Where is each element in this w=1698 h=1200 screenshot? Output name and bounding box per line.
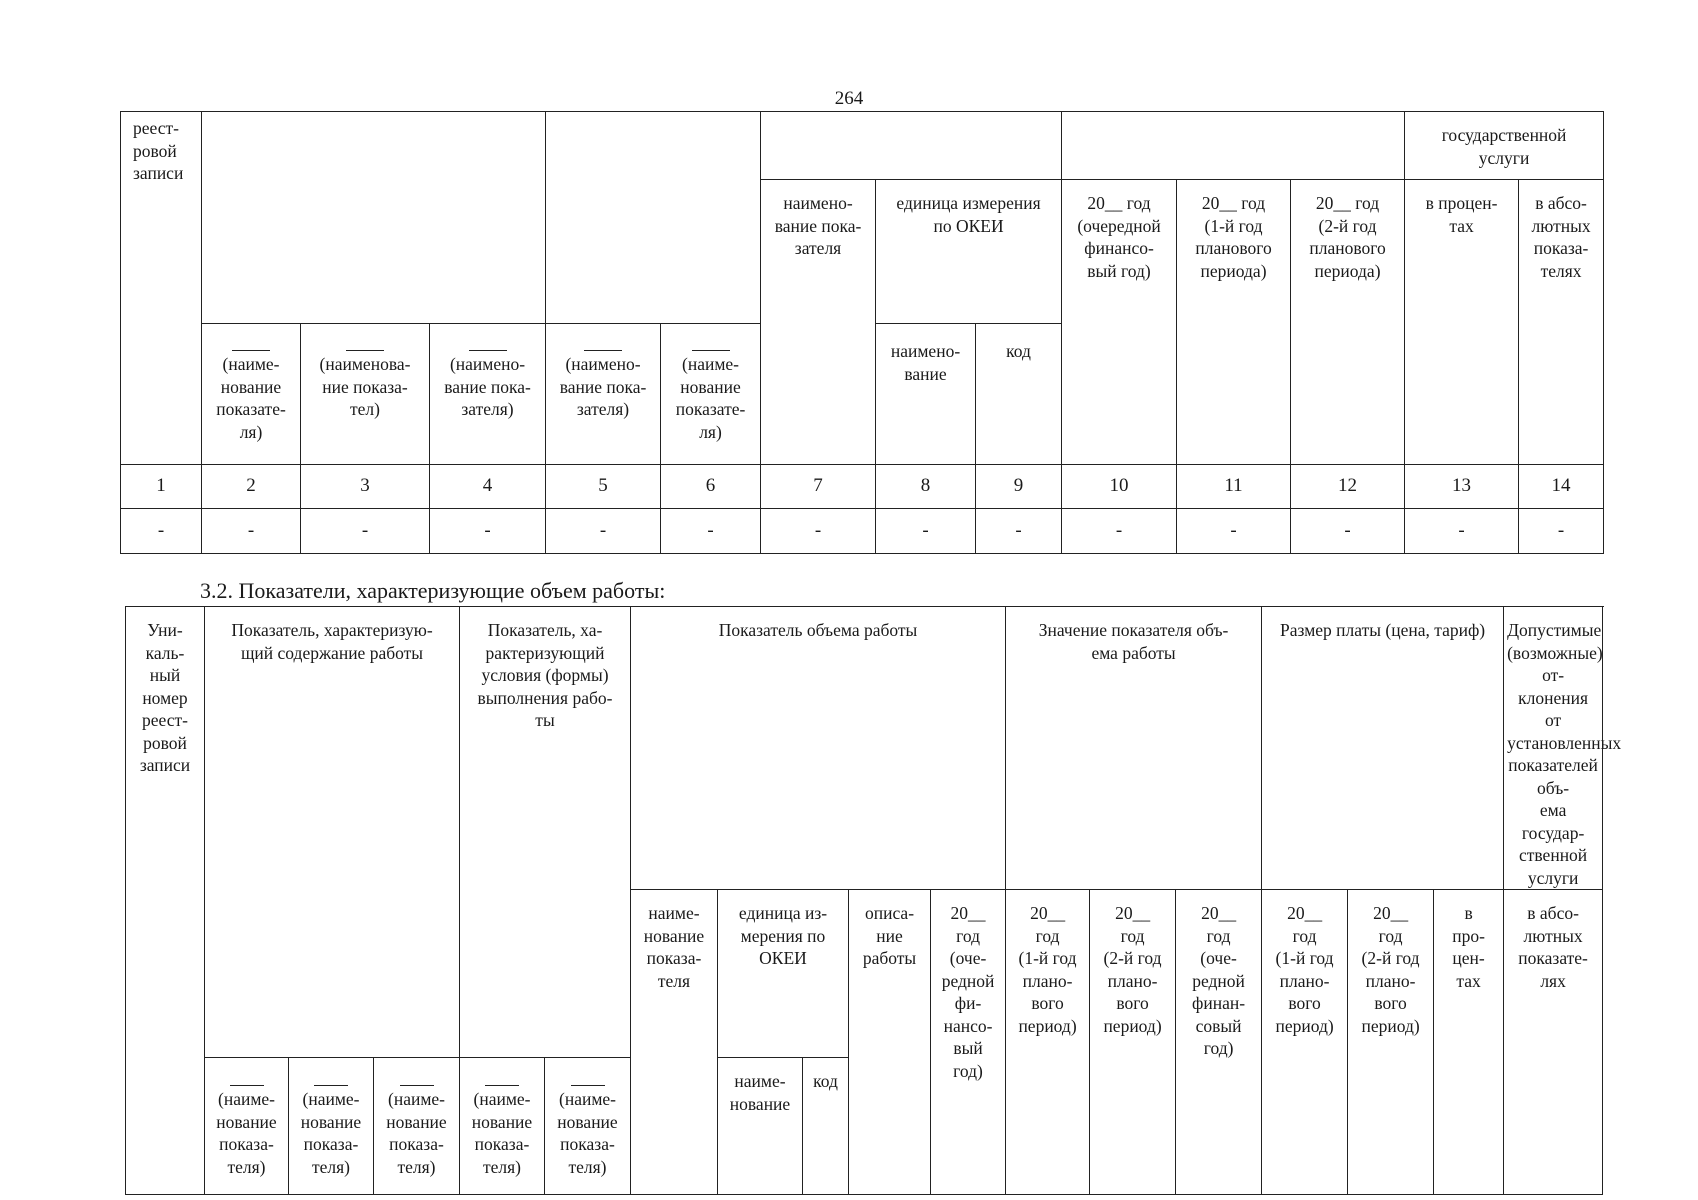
sub-indicator-cell: (наиме- нование показате- ля): [661, 324, 761, 465]
sub-indicator-cell: (наиме- нование показа- теля): [289, 1058, 374, 1195]
quality-header-cell: [761, 112, 1062, 180]
absolute-header: в абсо- лютных показа- телях: [1519, 180, 1604, 465]
sub-indicator-cell: (наиме- нование показа- теля): [460, 1058, 545, 1195]
empty-value-cell: -: [976, 509, 1062, 554]
empty-value-cell: -: [202, 509, 301, 554]
column-number: 13: [1405, 465, 1519, 509]
sub-indicator-cell: (наиме- нование показате- ля): [202, 324, 301, 465]
value-year-plan2-header: 20__ год (2-й год плано- вого период): [1090, 890, 1176, 1195]
empty-value-cell: -: [1405, 509, 1519, 554]
year-current-header: 20__ год (очередной финансо- вый год): [1062, 180, 1177, 465]
page-number: 264: [834, 88, 864, 109]
column-number: 11: [1177, 465, 1291, 509]
registry-header: реест- ровой записи: [121, 112, 202, 465]
empty-value-cell: -: [1519, 509, 1604, 554]
sub-indicator-cell: (наимено- вание пока- зателя): [546, 324, 661, 465]
indicator-name-header: наиме- нование показа- теля: [631, 890, 718, 1195]
indicator-name-header: наимено- вание пока- зателя: [761, 180, 876, 465]
sub-indicator-cell: (наиме- нование показа- теля): [205, 1058, 289, 1195]
column-number: 4: [430, 465, 546, 509]
column-number: 12: [1291, 465, 1405, 509]
percent-header: в процен- тах: [1405, 180, 1519, 465]
column-number: 10: [1062, 465, 1177, 509]
percent-header: в про- цен- тах: [1434, 890, 1504, 1195]
year-plan1-header: 20__ год (1-й год планового периода): [1177, 180, 1291, 465]
column-number: 2: [202, 465, 301, 509]
unit-name-header: наиме- нование: [718, 1058, 803, 1195]
sub-indicator-cell: (наименова- ние показа- тел): [301, 324, 430, 465]
work-description-header: описа- ние работы: [849, 890, 931, 1195]
fee-year-plan2-header: 20__ год (2-й год плано- вого период): [1348, 890, 1434, 1195]
empty-value-cell: -: [1062, 509, 1177, 554]
empty-value-cell: -: [761, 509, 876, 554]
fee-year-current-header: 20__ год (оче- редной финан- совый год): [1176, 890, 1262, 1195]
column-number: 3: [301, 465, 430, 509]
absolute-header: в абсо- лютных показате- лях: [1504, 890, 1603, 1195]
column-number: 9: [976, 465, 1062, 509]
value-year-plan1-header: 20__ год (1-й год плано- вого период): [1006, 890, 1090, 1195]
column-number: 7: [761, 465, 876, 509]
sub-indicator-cell: (наимено- вание пока- зателя): [430, 324, 546, 465]
fee-year-plan1-header: 20__ год (1-й год плано- вого период): [1262, 890, 1348, 1195]
empty-value-cell: -: [430, 509, 546, 554]
unit-okei-header: единица из- мерения по ОКЕИ: [718, 890, 849, 1058]
unit-name-header: наимено- вание: [876, 324, 976, 465]
unique-registry-header: Уни- каль- ный номер реест- ровой записи: [126, 607, 205, 1195]
content-indicator-header: Показатель, характеризую- щий содержание работы: [205, 607, 460, 1058]
empty-value-cell: -: [301, 509, 430, 554]
fee-header: Размер платы (цена, тариф): [1262, 607, 1504, 890]
unit-okei-header: единица измерения по ОКЕИ: [876, 180, 1062, 324]
empty-value-cell: -: [1291, 509, 1405, 554]
deviation-header: государственной услуги: [1405, 112, 1604, 180]
value-indicator-header: Значение показателя объ- ема работы: [1006, 607, 1262, 890]
section-title: 3.2. Показатели, характеризующие объем работы:: [200, 578, 666, 603]
sub-indicator-cell: (наиме- нование показа- теля): [374, 1058, 460, 1195]
value-year-current-header: 20__ год (оче- редной фи- нансо- вый год): [931, 890, 1006, 1195]
content-header-cell: [202, 112, 546, 324]
empty-value-cell: -: [876, 509, 976, 554]
volume-indicator-header: Показатель объема работы: [631, 607, 1006, 890]
column-number: 6: [661, 465, 761, 509]
empty-value-cell: -: [1177, 509, 1291, 554]
column-number: 14: [1519, 465, 1604, 509]
sub-indicator-cell: (наиме- нование показа- теля): [545, 1058, 631, 1195]
indicators-volume-table: [125, 606, 1622, 1195]
column-number: 1: [121, 465, 202, 509]
unit-code-header: код: [803, 1058, 849, 1195]
unit-code-header: код: [976, 324, 1062, 465]
conditions-indicator-header: Показатель, ха- рактеризующий условия (формы) выполнения рабо- ты: [460, 607, 631, 1058]
year-plan2-header: 20__ год (2-й год планового периода): [1291, 180, 1405, 465]
column-number: 5: [546, 465, 661, 509]
deviation-header: Допустимые (возможные) от- клонения от установленных показателей объ- ема государ- ственной услуги: [1504, 607, 1603, 890]
empty-value-cell: -: [121, 509, 202, 554]
empty-value-cell: -: [661, 509, 761, 554]
conditions-header-cell: [546, 112, 761, 324]
empty-value-cell: -: [546, 509, 661, 554]
value-header-cell: [1062, 112, 1405, 180]
column-number: 8: [876, 465, 976, 509]
indicators-quality-table: [120, 111, 1604, 554]
